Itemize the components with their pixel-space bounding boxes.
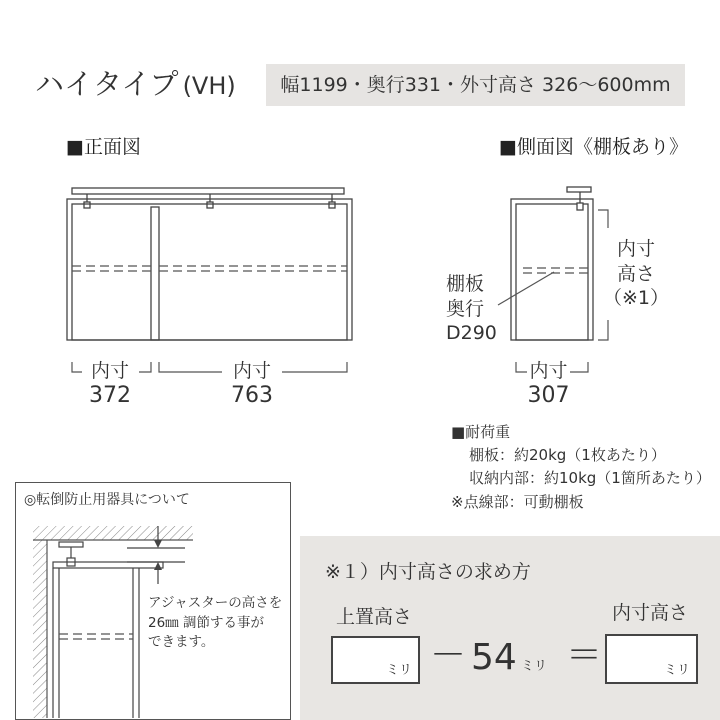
front-cabinet-inner (72, 204, 347, 340)
side-top-plate (567, 187, 591, 192)
load-storage: 収納内部：約10kg（1箇所あたり） (469, 469, 711, 487)
top-height-input[interactable] (331, 636, 420, 684)
front-partition (151, 207, 159, 340)
front-cabinet-outer (67, 199, 352, 340)
offset-unit: ミリ (521, 659, 548, 674)
front-dim-left (82, 362, 138, 407)
front-dim-right-bracket-l (159, 362, 222, 372)
front-dim-left-value: 372 (89, 383, 131, 408)
side-inner-height (603, 237, 669, 311)
front-support-foot-3 (329, 202, 335, 208)
load-shelf: 棚板：約20kg（1枚あたり） (469, 446, 666, 464)
front-top-plate (72, 188, 344, 194)
side-cabinet-outer (511, 199, 593, 340)
front-support-foot-2 (207, 202, 213, 208)
top-height-unit: ミリ (385, 663, 412, 678)
spec-banner: 幅1199・奥行331・外寸高さ 326〜600mm (266, 64, 685, 106)
shelf-depth-line2: 奥行 (446, 297, 485, 320)
shelf-depth (446, 272, 497, 346)
side-dim-bottom-value: 307 (527, 383, 570, 408)
side-inner-height-line1: 内寸 (617, 238, 656, 260)
front-dim-left-bracket-l (72, 362, 82, 372)
front-dim-left-label: 内寸 (90, 360, 129, 382)
offset-value: 54 (471, 637, 517, 678)
adjuster-note-line1: アジャスターの高さを (148, 595, 283, 611)
front-dim-right (222, 362, 282, 407)
side-height-bracket-bottom (598, 320, 608, 340)
top-height-label: 上置高さ (336, 606, 413, 628)
front-dim-right-value: 763 (231, 383, 273, 408)
equals-sign: ＝ (566, 635, 603, 676)
load-note: ※点線部：可動棚板 (451, 493, 584, 511)
anti-tip-title: ◎転倒防止用器具について (24, 492, 190, 508)
side-dim-bracket-l (516, 362, 527, 372)
shelf-depth-line3: D290 (446, 322, 497, 345)
title-text: ハイタイプ (35, 67, 179, 101)
adjuster-note-line3: できます。 (148, 634, 215, 651)
front-dim-left-bracket-r (139, 362, 151, 372)
side-cabinet-inner (516, 204, 588, 340)
side-inner-height-line3: （※1） (603, 287, 670, 310)
side-support-foot (577, 203, 583, 210)
wall-hatch (33, 540, 47, 718)
side-height-bracket-top (598, 210, 608, 228)
adjuster-note (148, 594, 282, 653)
front-dim-right-label: 内寸 (232, 360, 271, 382)
inner-height-input[interactable] (605, 634, 698, 684)
side-dim-bracket-r (570, 362, 588, 372)
minus-sign: － (430, 635, 467, 676)
inner-height-label: 内寸高さ (612, 602, 689, 624)
side-dim-bottom (527, 362, 570, 407)
side-inner-height-line2: 高さ (617, 262, 656, 285)
side-view-label: ■側面図《棚板あり》 (499, 136, 688, 158)
adjuster-note-line2: 26㎜ 調節する事が (148, 614, 264, 631)
load-title: ■耐荷重 (451, 423, 511, 441)
front-dim-right-bracket-r (282, 362, 347, 372)
adjuster-plate (59, 542, 83, 547)
ceiling-hatch (33, 526, 193, 540)
inner-height-unit: ミリ (663, 663, 690, 678)
shelf-depth-line1: 棚板 (446, 273, 485, 295)
front-support-foot-1 (84, 202, 90, 208)
side-dim-bottom-label: 内寸 (529, 360, 568, 382)
calc-title: ※１）内寸高さの求め方 (325, 561, 531, 583)
shelf-depth-leader (498, 272, 554, 305)
title-suffix: (VH) (182, 72, 236, 100)
front-view-label: ■正面図 (66, 136, 141, 158)
